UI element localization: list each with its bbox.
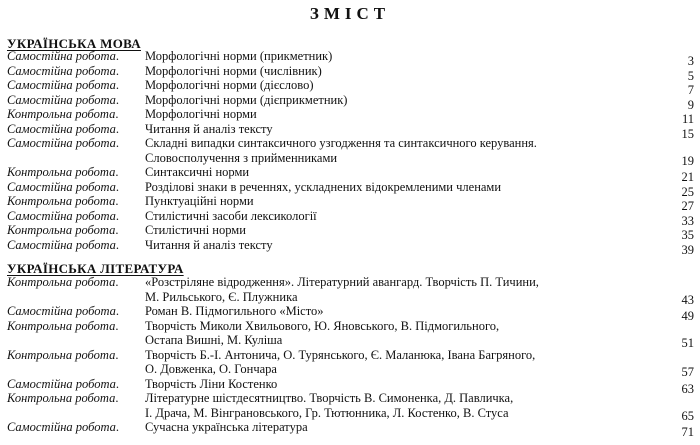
- section-title: УКРАЇНСЬКА ЛІТЕРАТУРА: [7, 261, 184, 276]
- topic-title: О. Довженка, О. Гончара: [145, 362, 277, 376]
- section-title: УКРАЇНСЬКА МОВА: [7, 36, 141, 51]
- page-number: 33: [681, 213, 694, 228]
- page-number: 49: [681, 309, 694, 323]
- work-type: Самостійна робота.: [7, 136, 120, 150]
- work-type: Самостійна робота.: [7, 237, 120, 252]
- topic-title: Творчість Миколи Хвильового, Ю. Яновського, В. Підмогильного,: [145, 318, 500, 333]
- work-type: Контрольна робота.: [7, 347, 119, 362]
- page-number: 65: [681, 408, 694, 423]
- page-number: 25: [681, 184, 694, 199]
- work-type: Самостійна робота.: [7, 63, 120, 78]
- work-type: Контрольна робота.: [7, 165, 119, 179]
- topic-title: Морфологічні норми (дієслово): [145, 78, 314, 92]
- work-type: Самостійна робота.: [7, 92, 120, 107]
- topic-title: «Розстріляне відродження». Літературний авангард. Творчість П. Тичини,: [145, 275, 539, 289]
- topic-title: Сучасна українська література: [145, 420, 308, 434]
- topic-title: Пунктуаційні норми: [145, 194, 254, 208]
- topic-title: Морфологічні норми (дієприкметник): [145, 92, 348, 107]
- page-number: 3: [687, 54, 694, 68]
- page-number: 15: [681, 126, 694, 141]
- topic-title: Читання й аналіз тексту: [145, 237, 273, 252]
- work-type: Самостійна робота.: [7, 208, 120, 223]
- topic-title: Остапа Вишні, М. Куліша: [145, 333, 283, 347]
- page-number: 19: [681, 153, 694, 168]
- topic-title: Розділові знаки в реченнях, ускладнених відокремленими членами: [145, 179, 502, 194]
- page-number: 71: [681, 425, 694, 439]
- work-type: Контрольна робота.: [7, 107, 119, 121]
- topic-title: М. Рильського, Є. Плужника: [145, 289, 298, 304]
- work-type: Самостійна робота.: [7, 376, 120, 391]
- topic-title: Морфологічні норми (прикметник): [145, 49, 333, 63]
- work-type: Контрольна робота.: [7, 391, 119, 405]
- page-number: 39: [681, 242, 694, 257]
- work-type: Контрольна робота.: [7, 275, 119, 289]
- work-type: Контрольна робота.: [7, 194, 119, 208]
- page-number: 43: [681, 292, 694, 307]
- work-type: Контрольна робота.: [7, 223, 119, 237]
- page-number: 7: [687, 83, 694, 97]
- topic-title: І. Драча, М. Вінграновського, Гр. Тютюнника, Л. Костенко, В. Стуса: [145, 405, 509, 420]
- work-type: Самостійна робота.: [7, 49, 120, 63]
- topic-title: Стилістичні засоби лексикології: [145, 208, 317, 223]
- topic-title: Морфологічні норми (числівник): [145, 63, 322, 78]
- page-number: 27: [681, 199, 694, 213]
- page-number: 63: [681, 381, 694, 396]
- topic-title: Творчість Ліни Костенко: [145, 376, 278, 391]
- page-number: 5: [687, 68, 694, 83]
- work-type: Самостійна робота.: [7, 304, 120, 318]
- page-number: 9: [687, 97, 694, 112]
- page-number: 57: [681, 365, 694, 379]
- work-type: Самостійна робота.: [7, 78, 120, 92]
- page-number: 51: [681, 336, 694, 350]
- page-title: ЗМІСТ: [309, 4, 391, 23]
- topic-title: Синтаксичні норми: [145, 165, 250, 179]
- page-number: 11: [681, 112, 694, 126]
- topic-title: Стилістичні норми: [145, 223, 246, 237]
- work-type: Самостійна робота.: [7, 420, 120, 434]
- work-type: Контрольна робота.: [7, 318, 119, 333]
- topic-title: Творчість Б.-І. Антонича, О. Турянського, Є. Маланюка, Івана Багряного,: [145, 347, 536, 362]
- page-number: 21: [681, 170, 694, 184]
- topic-title: Морфологічні норми: [145, 107, 257, 121]
- topic-title: Складні випадки синтаксичного узгодження та синтаксичного керування.: [145, 136, 537, 150]
- topic-title: Читання й аналіз тексту: [145, 121, 273, 136]
- work-type: Самостійна робота.: [7, 121, 120, 136]
- topic-title: Літературне шістдесятництво. Творчість В. Симоненка, Д. Павличка,: [145, 391, 514, 405]
- topic-title: Словосполучення з прийменниками: [145, 150, 338, 165]
- work-type: Самостійна робота.: [7, 179, 120, 194]
- page-number: 35: [681, 228, 694, 242]
- topic-title: Роман В. Підмогильного «Місто»: [145, 304, 324, 318]
